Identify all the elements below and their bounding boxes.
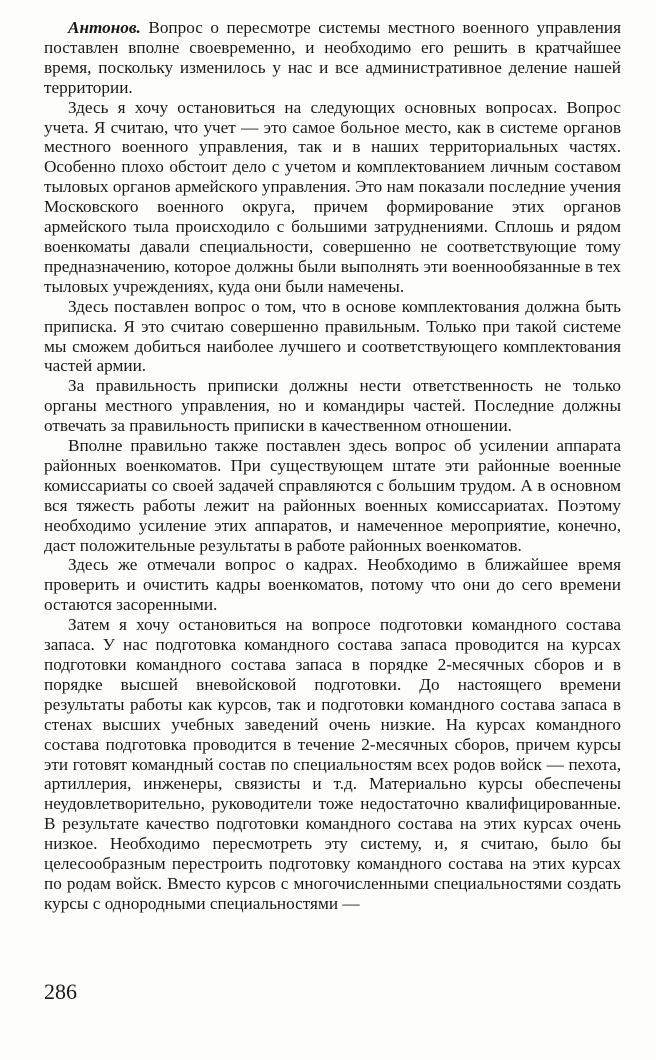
page-text <box>44 18 621 914</box>
paragraph-3: Здесь поставлен вопрос о том, что в основе комплектования должна быть приписка. Я это считаю совершенно правильным. Только при такой системе мы сможем добиться наиболее лучшего и соответствующего комплектования частей армии. <box>44 296 621 376</box>
paragraph-4: За правильность приписки должны нести ответственность не только органы местного управления, но и командиры частей. Последние должны отвечать за правильность приписки в качественном отношении. <box>44 376 621 436</box>
paragraph-1 <box>44 18 621 98</box>
paragraph-text: Вопрос о пересмотре системы местного военного управления поставлен вполне своевременно, и необходимо его решить в кратчайшее время, поскольку изменилось у нас и все административное деление нашей территории. <box>44 18 621 97</box>
paragraph-7: Затем я хочу остановиться на вопросе подготовки командного состава запаса. У нас подготовка командного состава запаса проводится на курсах подготовки командного состава запаса в порядке 2-месячных сборов и в порядке высшей вневойсковой подготовки. До настоящего времени результаты работы как курсов, так и подготовки командного состава запаса в стенах высших учебных заведений очень низкие. На курсах командного состава подготовка проводится в течение 2-месячных сборов, причем курсы эти готовят командный состав по специальностям всех родов войск — пехота, артиллерия, инженеры, связисты и т.д. Материально курсы обеспечены неудовлетворительно, руководители тоже недостаточно квалифицированные. В результате качество подготовки командного состава на этих курсах очень низкое. Необходимо пересмотреть эту систему, и, я считаю, было бы целесообразным перестроить подготовку командного состава на этих курсах по родам войск. Вместо курсов с многочисленными специальностями создать курсы с однородными специальностями — <box>44 615 621 913</box>
paragraph-5: Вполне правильно также поставлен здесь вопрос об усилении аппарата районных военкоматов. При существующем штате эти районные военные комиссариаты со своей задачей справляются с большим трудом. А в основном вся тяжесть работы лежит на районных военных комиссариатах. Поэтому необходимо усиление этих аппаратов, и намеченное мероприятие, конечно, даст положительные результаты в работе районных военкоматов. <box>44 436 621 555</box>
page-number: 286 <box>44 979 77 1004</box>
paragraph-2: Здесь я хочу остановиться на следующих основных вопросах. Вопрос учета. Я считаю, что учет — это самое больное место, как в системе органов местного военного управления, так и в наших территориальных частях. Особенно плохо обстоит дело с учетом и комплектованием личным составом тыловых органов армейского управления. Это нам показали последние учения Московского военного округа, причем формирование этих органов армейского тыла происходило с большими затруднениями. Сплошь и рядом военкоматы давали специальности, совершенно не соответствующие тому предназначению, которое должны были выполнять эти военнообязанные в тех тыловых учреждениях, куда они были намечены. <box>44 97 621 296</box>
paragraph-6: Здесь же отмечали вопрос о кадрах. Необходимо в ближайшее время проверить и очистить кадры военкоматов, потому что они до сего времени остаются засоренными. <box>44 555 621 615</box>
speaker-name: Антонов. <box>68 18 141 37</box>
